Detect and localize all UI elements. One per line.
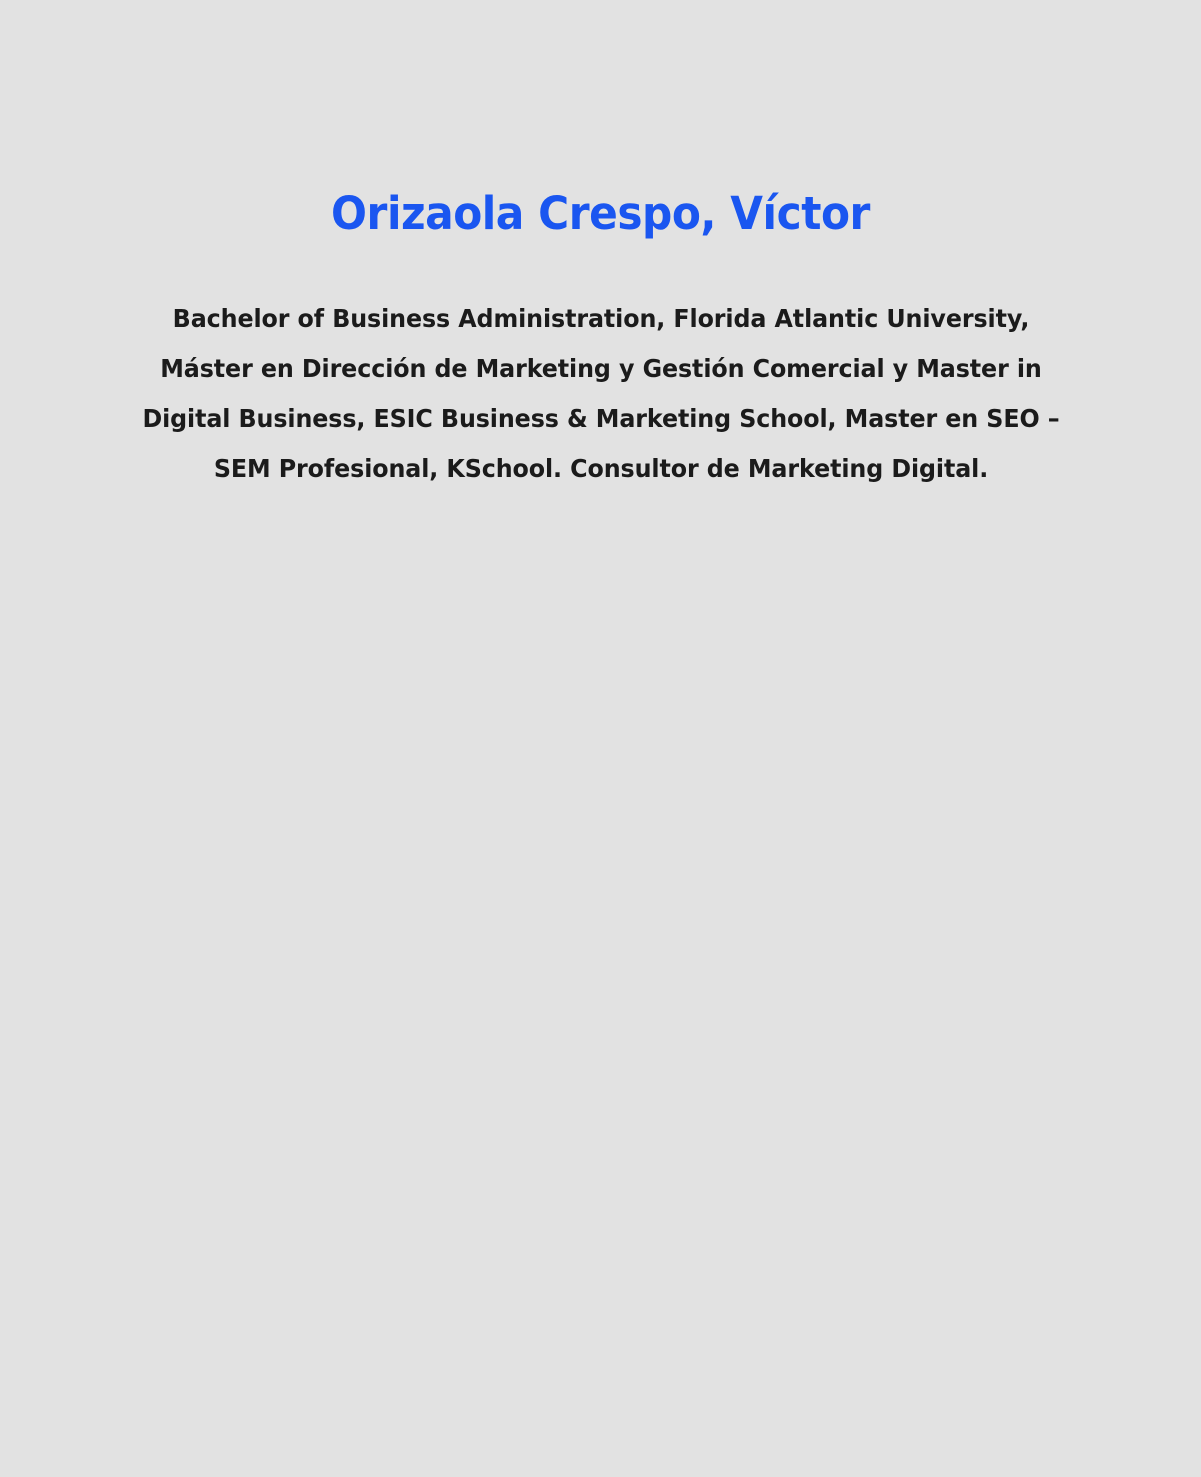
profile-block (0, 0, 1201, 494)
page-title: Orizaola Crespo, Víctor (331, 187, 870, 240)
profile-bio-text: Bachelor of Business Administration, Florida Atlantic University, Máster en Dirección de Marketing y Gestión Comercial y Master in Digital Business, ESIC Business & Marketing School, Master en SEO – SEM Profesional, KSchool. Consultor de Marketing Digital. (141, 304, 1060, 483)
